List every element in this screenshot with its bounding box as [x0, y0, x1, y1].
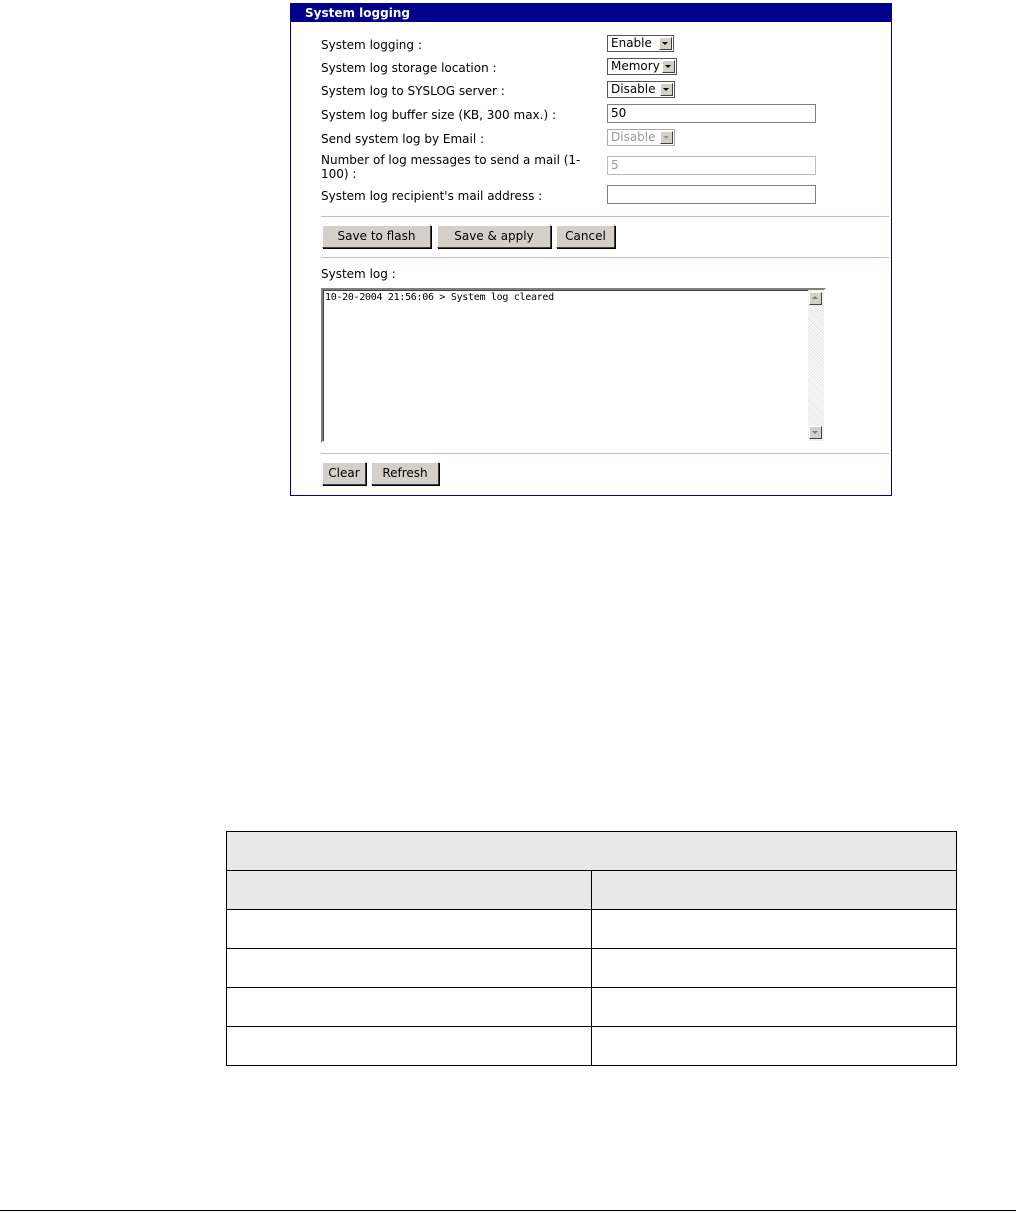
table-row — [227, 949, 957, 988]
syslog-server-label: System log to SYSLOG server : — [321, 84, 505, 98]
system-log-textarea[interactable] — [321, 288, 826, 443]
system-logging-panel — [290, 3, 892, 496]
syslog-server-select[interactable] — [607, 81, 675, 98]
footer-rule — [0, 1210, 1016, 1211]
table-cell — [227, 988, 592, 1027]
system-log-label: System log : — [321, 267, 396, 281]
send-email-select[interactable] — [607, 129, 675, 146]
table-cell — [227, 1027, 592, 1066]
log-scrollbar[interactable] — [808, 290, 824, 441]
table-cell — [592, 1027, 957, 1066]
recipient-email-input[interactable] — [607, 185, 816, 204]
save-apply-button[interactable]: Save & apply — [437, 225, 551, 248]
system-logging-select[interactable] — [607, 35, 674, 52]
table-row — [227, 1027, 957, 1066]
buffer-size-input[interactable]: 50 — [607, 104, 816, 123]
clear-button[interactable]: Clear — [322, 462, 366, 485]
storage-location-select[interactable] — [607, 58, 677, 75]
table-cell — [592, 910, 957, 949]
send-email-label: Send system log by Email : — [321, 132, 485, 146]
storage-location-value: Memory — [611, 59, 660, 73]
table-header-cell — [592, 871, 957, 910]
scroll-up-icon[interactable] — [809, 292, 822, 305]
messages-per-mail-input[interactable]: 5 — [607, 156, 816, 175]
chevron-down-icon[interactable] — [659, 37, 672, 50]
storage-location-label: System log storage location : — [321, 61, 497, 75]
empty-table — [226, 831, 957, 1066]
recipient-label: System log recipient's mail address : — [321, 189, 543, 203]
cancel-button[interactable]: Cancel — [556, 225, 615, 248]
chevron-down-icon[interactable] — [660, 83, 673, 96]
table-cell — [592, 988, 957, 1027]
save-to-flash-button[interactable]: Save to flash — [322, 225, 431, 248]
table-cell — [227, 910, 592, 949]
messages-per-mail-label: Number of log messages to send a mail (1-100) : — [321, 153, 581, 181]
table-row — [227, 988, 957, 1027]
panel-title: System logging — [291, 4, 891, 22]
divider — [321, 216, 889, 217]
log-entry: 10-20-2004 21:56:06 > System log cleared — [325, 292, 554, 303]
divider — [321, 453, 889, 454]
table-cell — [227, 949, 592, 988]
table-header-cell — [227, 871, 592, 910]
scroll-down-icon[interactable] — [809, 426, 822, 439]
system-logging-label: System logging : — [321, 38, 422, 52]
syslog-server-value: Disable — [611, 82, 656, 96]
table-title-cell — [227, 832, 957, 871]
system-logging-value: Enable — [611, 36, 652, 50]
table-row — [227, 910, 957, 949]
chevron-down-icon[interactable] — [662, 60, 675, 73]
chevron-down-icon[interactable] — [660, 131, 673, 144]
send-email-value: Disable — [611, 130, 656, 144]
divider — [321, 257, 889, 258]
refresh-button[interactable]: Refresh — [371, 462, 439, 485]
table-cell — [592, 949, 957, 988]
buffer-size-label: System log buffer size (KB, 300 max.) : — [321, 108, 557, 122]
